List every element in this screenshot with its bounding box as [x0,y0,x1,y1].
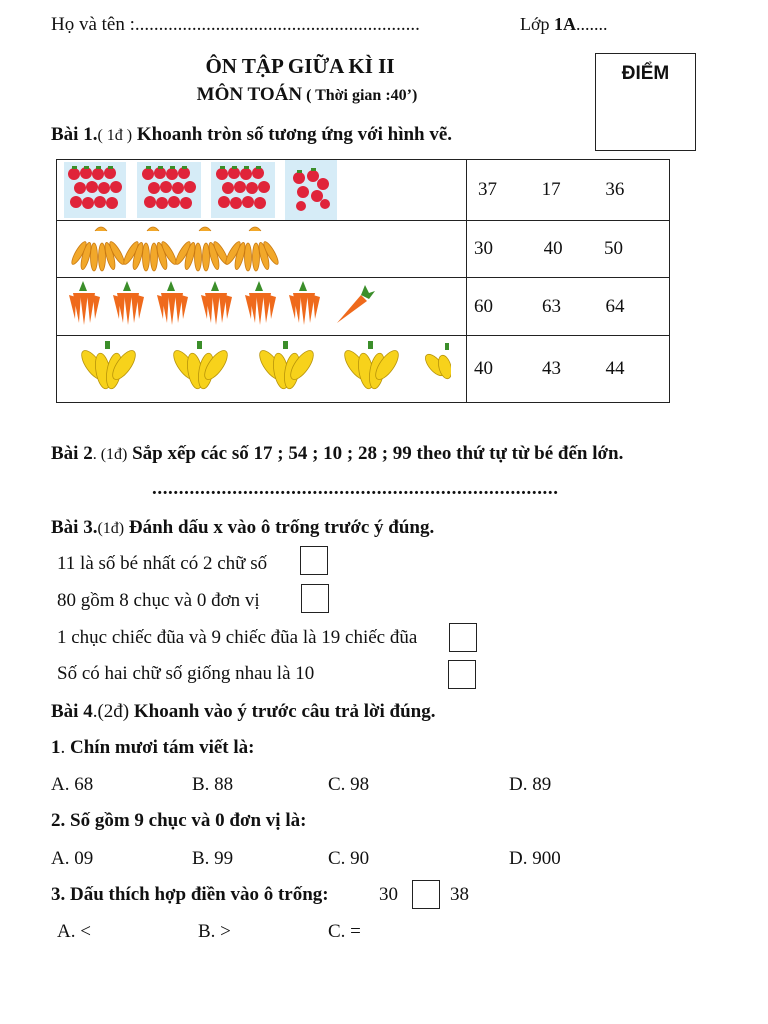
bai1-text: Khoanh tròn số tương ứng với hình vẽ. [132,124,453,145]
options-cell [467,160,670,221]
name-line [51,14,420,36]
picture-cell [57,160,467,221]
answer-option[interactable]: B. 88 [192,774,234,795]
option-number[interactable]: 40 [543,238,563,259]
option-number[interactable]: 50 [604,238,623,259]
bai1-points: ( 1đ ) [97,127,133,144]
bai2-text: Sắp xếp các số 17 ; 54 ; 10 ; 28 ; 99 theo thứ tự từ bé đến lớn. [127,443,624,464]
question-2: 2. Số gồm 9 chục và 0 đơn vị là: [51,810,307,831]
page-title: ÔN TẬP GIỮA KÌ II [205,54,395,78]
corn-icon [71,223,281,275]
picture-cell [57,221,467,278]
option-number[interactable]: 64 [605,295,625,317]
compare-blank-box[interactable] [412,880,440,909]
option-number[interactable]: 37 [478,179,497,200]
statement-checkbox[interactable] [448,660,476,689]
question-1-number: 1 [51,737,61,758]
answer-option[interactable]: D. 89 [509,774,552,795]
class-value: 1A [554,14,577,34]
bai4-points: .(2đ) [92,701,130,722]
bai3-points: (1đ) [97,520,125,537]
carrot-icon [67,281,377,333]
banana-icon [79,341,451,397]
subject-title: MÔN TOÁN [196,84,303,105]
time-limit: ( Thời gian :40’) [302,87,418,104]
bai4-heading [51,701,436,723]
bai3-heading [51,517,434,539]
bai2-heading [51,443,623,465]
strawberry-group [137,162,201,218]
option-number[interactable]: 36 [605,179,625,200]
bai2-label: Bài 2 [51,443,93,464]
table-row [57,221,670,278]
bai1-table [56,159,670,403]
class-line [520,14,608,35]
compare-right-number: 38 [450,884,469,905]
strawberry-group [211,162,275,218]
statement-text: 80 gồm 8 chục và 0 đơn vị [57,590,260,611]
answer-option[interactable]: C. 90 [328,848,370,869]
options-cell [467,336,670,403]
score-box [595,53,696,151]
option-number[interactable]: 44 [605,358,625,379]
question-3: 3. Dấu thích hợp điền vào ô trống: [51,884,329,905]
option-number[interactable]: 63 [542,295,562,317]
answer-line[interactable]: ............................................................................ [152,478,559,499]
class-label: Lớp [520,14,555,34]
option-number[interactable]: 60 [474,295,493,317]
question-1-text: Chín mươi tám viết là: [70,737,255,758]
bai3-label: Bài 3. [51,517,98,538]
answer-option[interactable]: B. > [198,921,231,942]
score-label: ĐIỂM [621,63,670,84]
options-cell [467,278,670,336]
answer-option[interactable]: C. = [328,921,361,942]
answer-option[interactable]: A. 09 [51,848,94,869]
name-label: Họ và tên : [51,14,135,35]
strawberry-icon [140,164,198,216]
compare-left-number: 30 [379,884,398,905]
table-row [57,336,670,403]
bai4-text: Khoanh vào ý trước câu trả lời đúng. [129,701,436,722]
answer-option[interactable]: D. 900 [509,848,561,869]
table-row [57,160,670,221]
statement-checkbox[interactable] [449,623,477,652]
answer-option[interactable]: B. 99 [192,848,234,869]
question-1 [51,737,254,759]
table-row [57,278,670,336]
strawberry-icon [66,164,124,216]
strawberry-icon [289,166,333,214]
statement-text: 11 là số bé nhất có 2 chữ số [57,553,268,574]
picture-cell [57,336,467,403]
strawberry-icon [214,164,272,216]
options-cell [467,221,670,278]
statement-text: Số có hai chữ số giống nhau là 10 [57,663,315,684]
bai4-label: Bài 4 [51,701,93,722]
bai1-label: Bài 1. [51,124,98,145]
name-dots: ............................................................ [134,14,420,35]
statement-checkbox[interactable] [300,546,328,575]
strawberry-group [64,162,126,218]
answer-option[interactable]: A. < [57,921,91,942]
bai1-heading [51,124,452,146]
bai2-points: . (1đ) [92,446,128,463]
option-number[interactable]: 43 [542,358,562,379]
question-1-sep: . [60,737,70,758]
picture-cell [57,278,467,336]
statement-checkbox[interactable] [301,584,329,613]
answer-option[interactable]: C. 98 [328,774,370,795]
answer-option[interactable]: A. 68 [51,774,94,795]
option-number[interactable]: 40 [474,358,493,379]
class-dots: ....... [576,14,608,34]
option-number[interactable]: 30 [474,238,493,259]
strawberry-group [285,160,337,220]
subject-line [150,84,464,106]
statement-text: 1 chục chiếc đũa và 9 chiếc đũa là 19 chiếc đũa [57,627,418,648]
bai3-text: Đánh dấu x vào ô trống trước ý đúng. [124,517,435,538]
option-number[interactable]: 17 [541,179,561,200]
